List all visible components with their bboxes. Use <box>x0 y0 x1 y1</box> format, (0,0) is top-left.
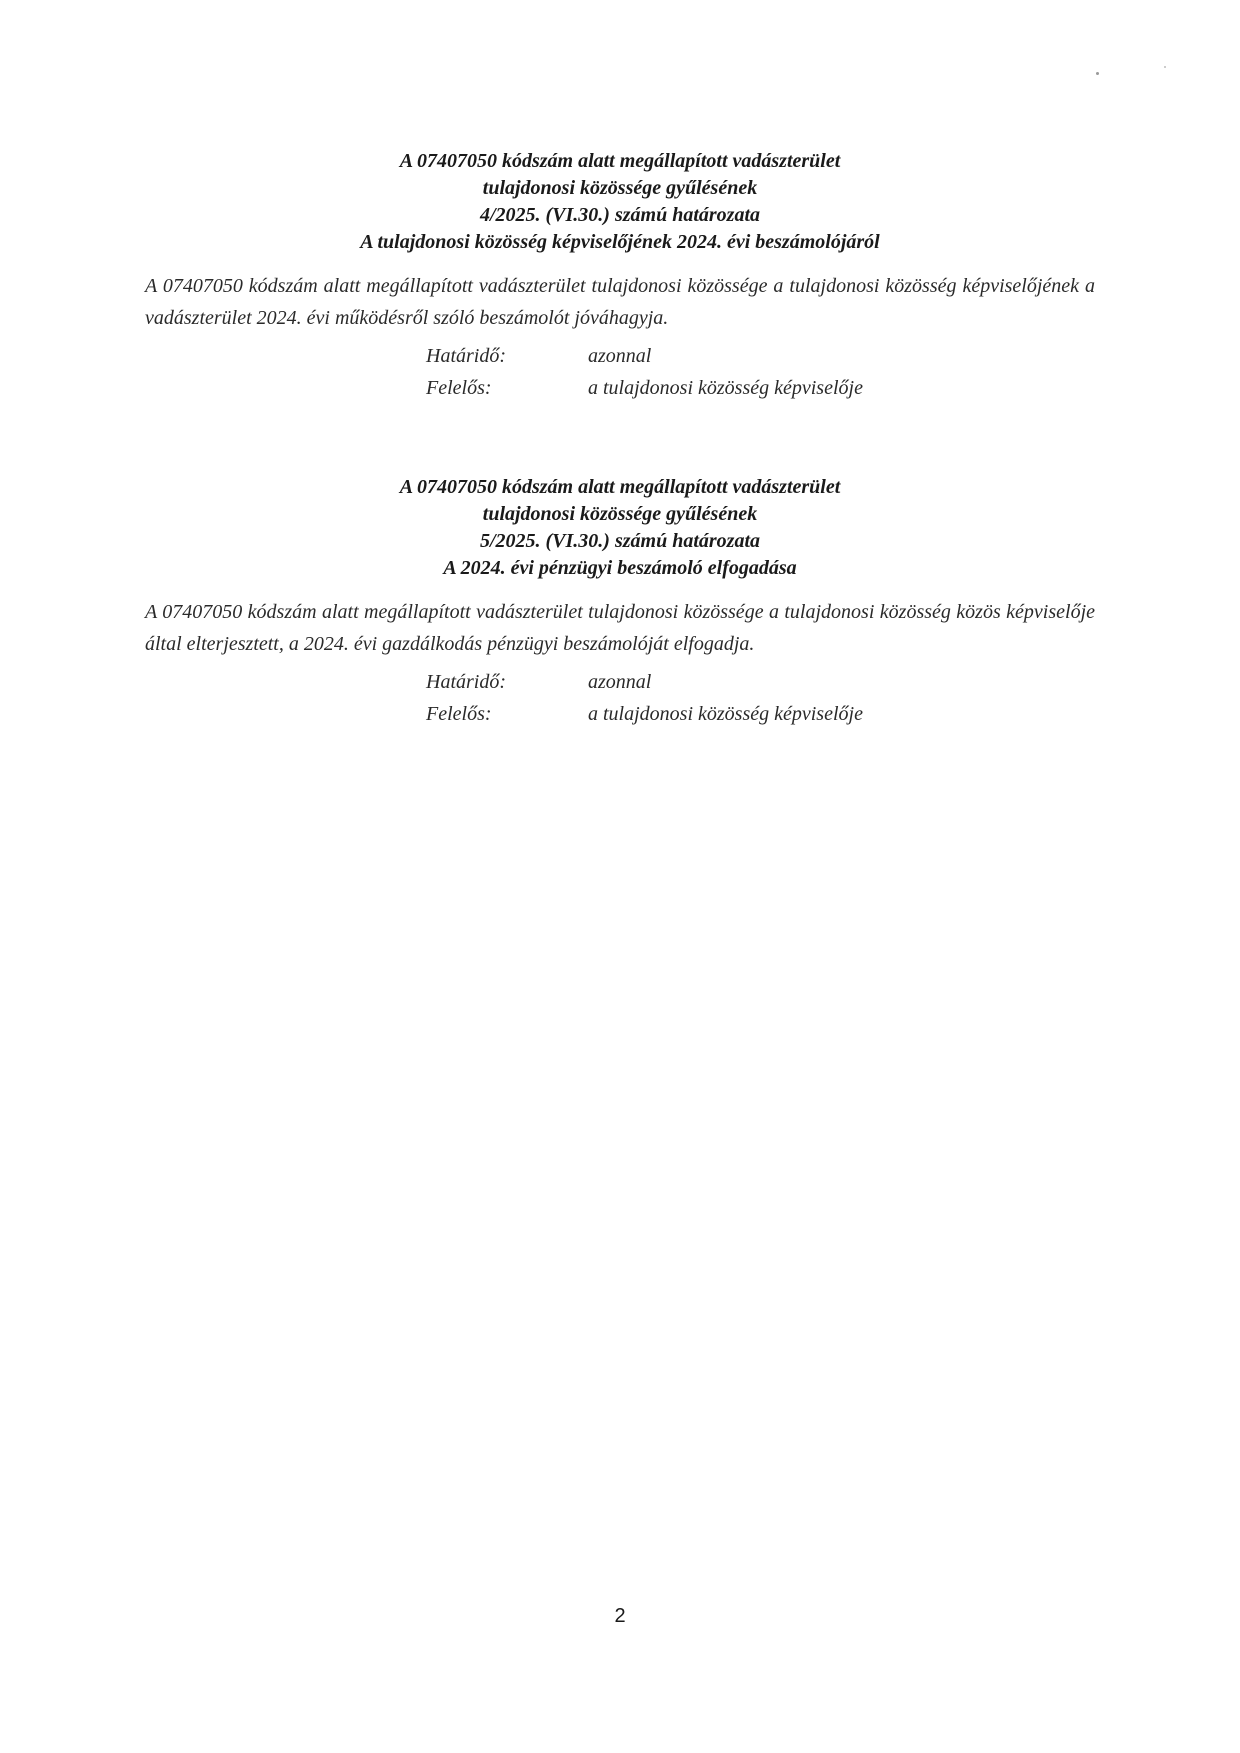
heading-line: A 2024. évi pénzügyi beszámoló elfogadása <box>443 557 797 579</box>
responsible-row <box>145 698 1095 730</box>
responsible-value: a tulajdonosi közösség képviselője <box>588 703 863 725</box>
heading-line: tulajdonosi közössége gyűlésének <box>482 503 758 525</box>
resolution-meta <box>145 666 1095 730</box>
resolution-4-2025 <box>145 148 1095 404</box>
heading-line: A tulajdonosi közösség képviselőjének 2024. évi beszámolójáról <box>360 231 880 253</box>
page-number: 2 <box>614 1605 626 1627</box>
responsible-label: Felelős: <box>426 703 492 725</box>
heading-line: 4/2025. (VI.30.) számú határozata <box>479 204 761 226</box>
deadline-value: azonnal <box>588 671 652 693</box>
responsible-value: a tulajdonosi közösség képviselője <box>588 377 863 399</box>
responsible-label: Felelős: <box>426 377 492 399</box>
heading-line: A 07407050 kódszám alatt megállapított vadászterület <box>399 150 841 172</box>
deadline-value: azonnal <box>588 345 652 367</box>
responsible-row <box>145 372 1095 404</box>
resolution-body: A 07407050 kódszám alatt megállapított vadászterület tulajdonosi közössége a tulajdonosi közösség képviselőjének a vadászterület 2024. évi működésről szóló beszámolót jóváhagyja. <box>145 275 1095 329</box>
deadline-row <box>145 666 1095 698</box>
resolution-meta <box>145 340 1095 404</box>
scan-speck <box>1164 66 1166 68</box>
heading-line: tulajdonosi közössége gyűlésének <box>482 177 758 199</box>
heading-line: A 07407050 kódszám alatt megállapított vadászterület <box>399 476 841 498</box>
scan-speck <box>1096 72 1099 75</box>
heading-line: 5/2025. (VI.30.) számú határozata <box>479 530 761 552</box>
resolution-body: A 07407050 kódszám alatt megállapított vadászterület tulajdonosi közössége a tulajdonosi közösség közös képviselője által elterjesztett, a 2024. évi gazdálkodás pénzügyi beszámolóját elfogadja. <box>145 601 1095 655</box>
deadline-label: Határidő: <box>426 671 506 693</box>
deadline-label: Határidő: <box>426 345 506 367</box>
resolution-5-2025 <box>145 474 1095 730</box>
resolution-heading <box>145 148 1095 256</box>
resolution-heading <box>145 474 1095 582</box>
deadline-row <box>145 340 1095 372</box>
